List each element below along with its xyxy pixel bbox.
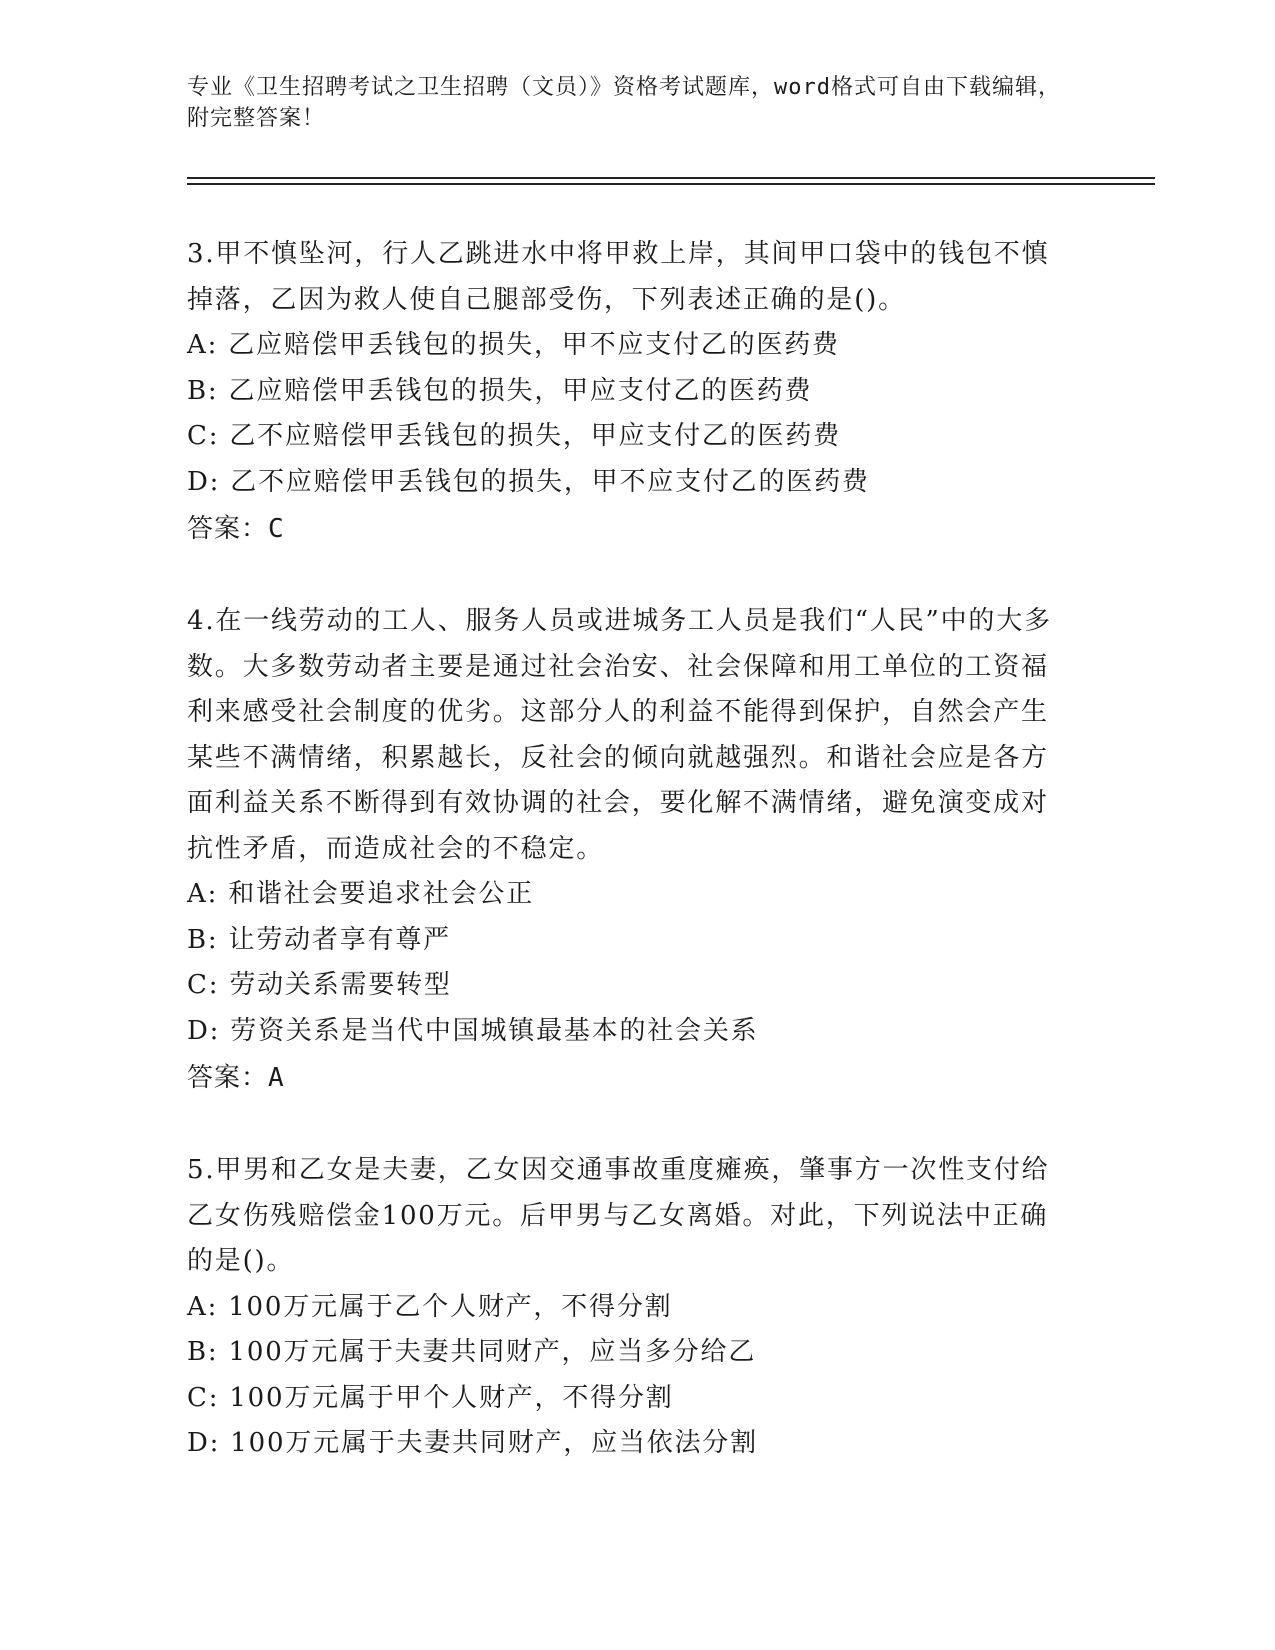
option-c: C: 100万元属于甲个人财产，不得分割 xyxy=(187,1382,674,1413)
question-stem: 4.在一线劳动的工人、服务人员或进城务工人员是我们“人民”中的大多数。大多数劳动者主要是通过社会治安、社会保障和用工单位的工资福利来感受社会制度的优劣。这部分人的利益不能得到保护，自然会产生某些不满情绪，积累越长，反社会的倾向就越强烈。和谐社会应是各方面利益关系不断得到有效协调的社会，要化解不满情绪，避免演变成对抗性矛盾，而造成社会的不稳定。 xyxy=(187,606,1052,864)
answer-value: C xyxy=(268,514,285,544)
option-b: B: 让劳动者享有尊严 xyxy=(187,924,451,955)
answer-value: A xyxy=(268,1063,285,1093)
answer-label: 答案： xyxy=(187,1063,269,1093)
answer-line xyxy=(187,1054,1067,1102)
header-intro-text: 专业《卫生招聘考试之卫生招聘（文员）》资格考试题库，word格式可自由下载编辑，附完整答案！ xyxy=(187,75,1061,131)
option-a: A: 100万元属于乙个人财产，不得分割 xyxy=(187,1291,673,1322)
option-b: B: 乙应赔偿甲丢钱包的损失，甲应支付乙的医药费 xyxy=(187,375,813,406)
option-c: C: 劳动关系需要转型 xyxy=(187,970,452,1000)
answer-line xyxy=(187,505,1067,553)
option-a: A: 乙应赔偿甲丢钱包的损失，甲不应支付乙的医药费 xyxy=(187,330,840,360)
question-stem: 3.甲不慎坠河，行人乙跳进水中将甲救上岸，其间甲口袋中的钱包不慎掉落，乙因为救人使自己腿部受伤，下列表述正确的是()。 xyxy=(187,239,1050,315)
question-5 xyxy=(187,1148,1067,1467)
question-3 xyxy=(187,232,1067,553)
question-list xyxy=(187,232,1067,1513)
question-stem: 5.甲男和乙女是夫妻，乙女因交通事故重度瘫痪，肇事方一次性支付给乙女伤残赔偿金100万元。后甲男与乙女离婚。对此，下列说法中正确的是()。 xyxy=(187,1155,1050,1276)
option-b: B: 100万元属于夫妻共同财产，应当多分给乙 xyxy=(187,1337,757,1367)
option-d: D: 劳资关系是当代中国城镇最基本的社会关系 xyxy=(187,1015,759,1046)
option-a: A: 和谐社会要追求社会公正 xyxy=(187,879,535,909)
option-d: D: 乙不应赔偿甲丢钱包的损失，甲不应支付乙的医药费 xyxy=(187,466,870,497)
document-header xyxy=(187,72,1067,134)
option-d: D: 100万元属于夫妻共同财产，应当依法分割 xyxy=(187,1428,758,1458)
option-c: C: 乙不应赔偿甲丢钱包的损失，甲应支付乙的医药费 xyxy=(187,421,841,451)
answer-label: 答案： xyxy=(187,514,269,544)
header-divider-bottom xyxy=(187,183,1155,185)
question-4 xyxy=(187,599,1067,1102)
header-divider-top xyxy=(187,177,1155,179)
